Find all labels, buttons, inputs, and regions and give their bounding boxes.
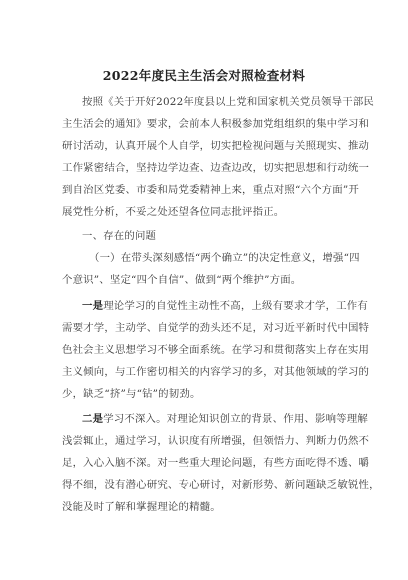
point-two-first-line: 学习不深入。对理论知识创立的背景、作用、影响等理解 (103, 413, 368, 425)
point-two-lead: 二是 (82, 413, 104, 425)
point-two-line-1 (82, 413, 368, 426)
sub-heading-1-line-2: 个意识”、坚定“四个自信”、做到“两个维护”方面。 (62, 274, 302, 286)
intro-line-5: 到自治区党委、市委和局党委精神上来，重点对照“六个方面”开 (62, 184, 359, 196)
point-two-line-3: 足，入心入脑不深。对一些重大理论问题，有些方面吃得不透、嚼 (62, 457, 370, 469)
point-one-lead: 一是 (82, 300, 104, 312)
intro-line-1: 按照《关于开好2022年度县以上党和国家机关党员领导干部民 (82, 96, 375, 108)
point-two-line-4: 得不细，没有潜心研究、专心研讨，对新形势、新问题缺乏敏锐性， (62, 479, 380, 491)
intro-line-2: 主生活会的通知》要求，会前本人积极参加党组组织的集中学习和 (62, 118, 370, 130)
intro-line-3: 研讨活动，认真开展个人自学，切实把检视问题与关照现实、推动 (62, 140, 370, 152)
point-one-line-3: 色社会主义思想学习不够全面系统。在学习和贯彻落实上存在实用 (62, 344, 370, 356)
intro-line-4: 工作紧密结合，坚持边学边查、边查边改，切实把思想和行动统一 (62, 162, 370, 174)
point-one-line-5: 少，缺乏“挤”与“钻”的韧劲。 (62, 388, 201, 400)
intro-line-6: 展党性分析，不妥之处还望各位同志批评指正。 (62, 206, 285, 218)
point-one-line-4: 主义倾向，与工作密切相关的内容学习的多，对其他领域的学习的 (62, 366, 370, 378)
point-two-line-2: 浅尝辄止，通过学习，认识度有所增强，但领悟力、判断力仍然不 (62, 435, 370, 447)
section-heading-1: 一、存在的问题 (82, 230, 157, 242)
document-title: 2022年度民主生活会对照检查材料 (102, 68, 306, 83)
point-one-first-line: 理论学习的自觉性主动性不高，上级有要求才学，工作有 (103, 300, 368, 312)
point-two-line-5: 没能及时了解和掌握理论的精髓。 (62, 501, 221, 513)
sub-heading-1-line-1: （一）在带头深刻感悟“两个确立”的决定性意义，增强“四 (89, 252, 360, 264)
point-one-line-2: 需要才学，主动学、自觉学的劲头还不足，对习近平新时代中国特 (62, 322, 370, 334)
point-one-line-1 (82, 300, 368, 313)
